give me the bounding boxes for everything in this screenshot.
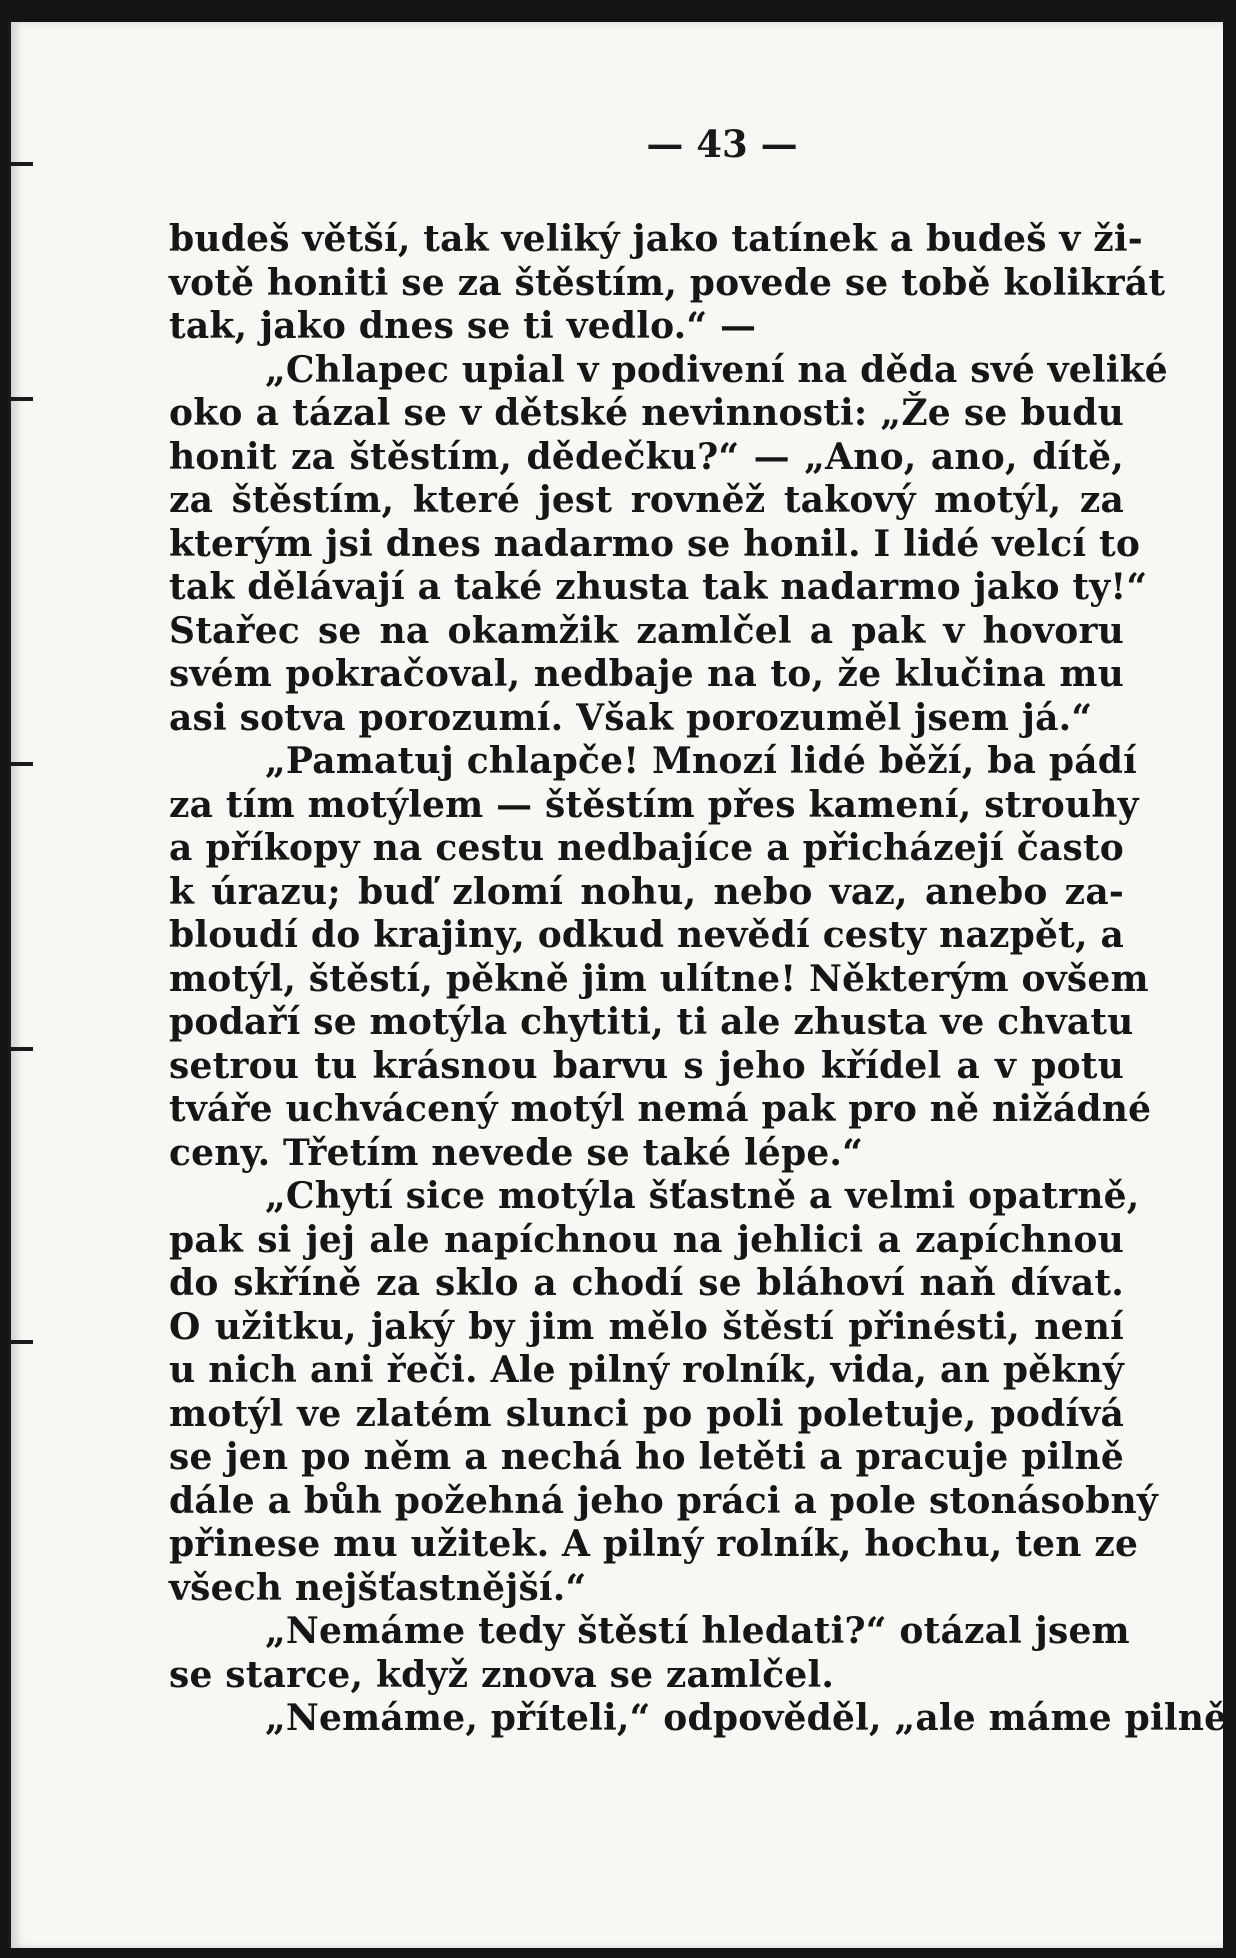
binding-mark <box>11 1340 33 1344</box>
text-line: „Nemáme, příteli,“ odpověděl, „ale máme pilně <box>265 1697 1228 1739</box>
text-line: svém pokračoval, nedbaje na to, že klučina mu <box>169 653 1124 695</box>
book-page <box>8 22 1228 1948</box>
binding-mark <box>11 397 33 401</box>
text-line: „Chlapec upial v podivení na děda své veliké <box>265 348 1168 391</box>
text-line: dále a bůh požehná jeho práci a pole stonásobný <box>169 1479 1159 1522</box>
text-line: pak si jej ale napíchnou na jehlici a zapíchnou <box>169 1218 1124 1261</box>
text-line: votě honiti se za štěstím, povede se tobě kolikrát <box>169 261 1166 304</box>
page-number: — 43 — <box>646 122 798 166</box>
text-line: kterým jsi dnes nadarmo se honil. I lidé velcí to <box>169 522 1141 565</box>
binding-mark <box>11 1047 33 1051</box>
text-line: „Chytí sice motýla šťastně a velmi opatrně, <box>265 1175 1140 1217</box>
text-line: „Nemáme tedy štěstí hledati?“ otázal jsem <box>265 1610 1130 1652</box>
text-line: oko a tázal se v dětské nevinnosti: „Že se budu <box>169 392 1124 434</box>
text-line: tak, jako dnes se ti vedlo.“ — <box>169 305 757 347</box>
text-line: za štěstím, které jest rovněž takový motýl, za <box>169 479 1124 521</box>
text-line: Stařec se na okamžik zamlčel a pak v hovoru <box>169 609 1124 652</box>
text-line: k úrazu; buď zlomí nohu, nebo vaz, anebo za- <box>169 870 1124 913</box>
text-line: honit za štěstím, dědečku?“ — „Ano, ano, dítě, <box>169 435 1124 478</box>
text-line: ceny. Třetím nevede se také lépe.“ <box>169 1131 864 1174</box>
text-line: podaří se motýla chytiti, ti ale zhusta ve chvatu <box>169 1001 1134 1043</box>
text-line: se starce, když znova se zamlčel. <box>169 1653 835 1696</box>
text-line: budeš větší, tak veliký jako tatínek a budeš v ži- <box>169 218 1143 260</box>
text-line: motýl, štěstí, pěkně jim ulítne! Některým ovšem <box>169 957 1149 1000</box>
text-line: za tím motýlem — štěstím přes kamení, strouhy <box>169 783 1139 826</box>
text-line: všech nejšťastnější.“ <box>169 1566 587 1609</box>
text-line: a příkopy na cestu nedbajíce a přicházejí často <box>169 827 1124 869</box>
text-line: bloudí do krajiny, odkud nevědí cesty nazpět, a <box>169 914 1124 956</box>
text-line: asi sotva porozumí. Však porozuměl jsem já.“ <box>169 696 1093 739</box>
text-line: O užitku, jaký by jim mělo štěstí přinésti, není <box>169 1305 1124 1348</box>
text-line: „Pamatuj chlapče! Mnozí lidé běží, ba pádí <box>265 740 1138 782</box>
text-line: do skříně za sklo a chodí se bláhoví naň dívat. <box>169 1262 1124 1304</box>
text-line: setrou tu krásnou barvu s jeho křídel a v potu <box>169 1044 1124 1087</box>
text-line: u nich ani řeči. Ale pilný rolník, vida, an pěkný <box>169 1349 1124 1391</box>
binding-mark <box>11 762 33 766</box>
text-line: přinese mu užitek. A pilný rolník, hochu, ten ze <box>169 1523 1139 1565</box>
text-line: se jen po něm a nechá ho letěti a pracuje pilně <box>169 1436 1124 1478</box>
body-text <box>169 218 1228 1741</box>
text-line: tváře uchvácený motýl nemá pak pro ně nižádné <box>169 1088 1152 1130</box>
text-line: motýl ve zlatém slunci po poli poletuje, podívá <box>169 1392 1124 1435</box>
text-line: tak dělávají a také zhusta tak nadarmo jako ty!“ <box>169 566 1148 608</box>
